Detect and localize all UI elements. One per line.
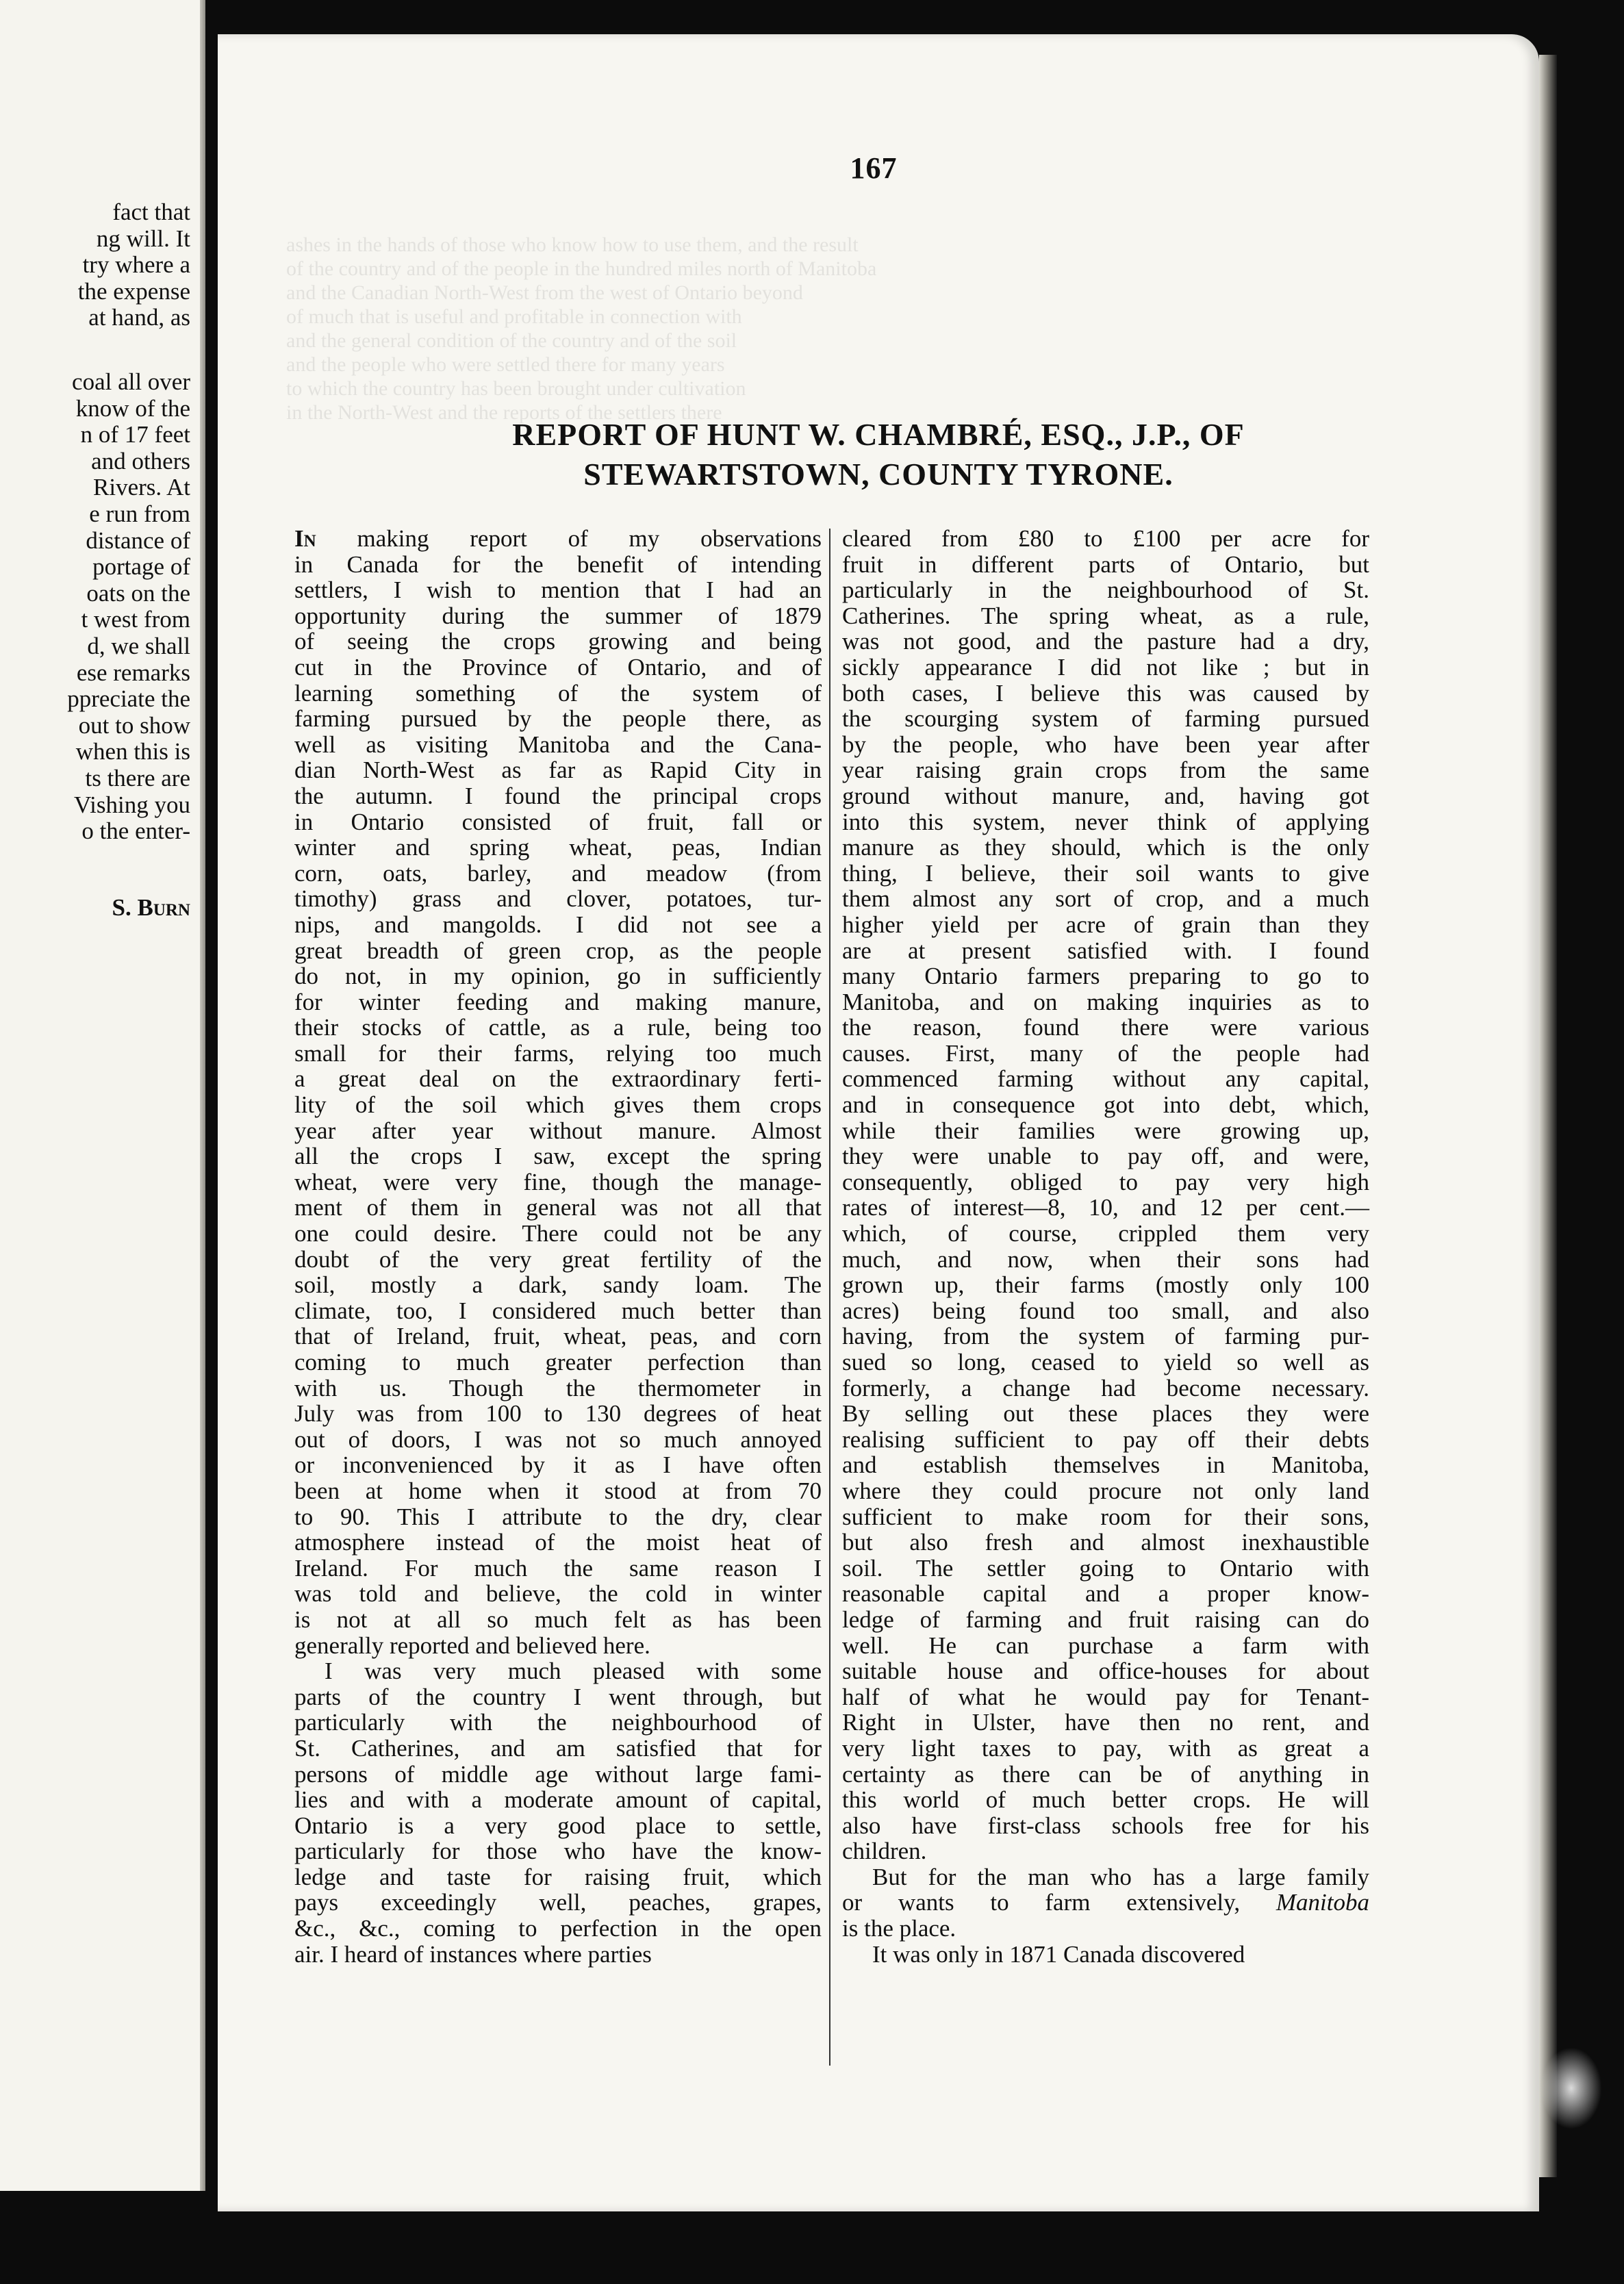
text-line: opportunity during the summer of 1879 — [294, 602, 822, 629]
text-line: lies and with a moderate amount of capital, — [294, 1786, 822, 1814]
text-line: is the place. — [842, 1915, 956, 1942]
text-line: manure as they should, which is the only — [842, 834, 1369, 861]
text-line: certainty as there can be of anything in — [842, 1760, 1369, 1788]
facing-page-line: e run from — [89, 500, 190, 527]
text-line: persons of middle age without large fami- — [294, 1760, 822, 1788]
text-line: settlers, I wish to mention that I had an — [294, 576, 822, 604]
facing-page-line: out to show — [78, 711, 190, 739]
facing-page-line: the expense — [77, 277, 190, 305]
text-line: also have first-class schools free for his — [842, 1812, 1369, 1839]
text-line: half of what he would pay for Tenant- — [842, 1683, 1369, 1710]
text-line: are at present satisfied with. I found — [842, 937, 1369, 964]
text-line: all the crops I saw, except the spring — [294, 1143, 822, 1170]
facing-page-line: S. Burn — [112, 894, 190, 921]
scan-glare — [1540, 2047, 1602, 2129]
text-line: commenced farming without any capital, — [842, 1065, 1369, 1093]
text-line: climate, too, I considered much better than — [294, 1297, 822, 1324]
text-line: sued so long, ceased to yield so well as — [842, 1349, 1369, 1375]
text-line: one could desire. There could not be any — [294, 1220, 822, 1247]
text-line: Ontario is a very good place to settle, — [294, 1812, 822, 1839]
text-line: suitable house and office-houses for about — [842, 1658, 1369, 1685]
page-number: 167 — [850, 151, 898, 185]
page-edge — [1539, 55, 1557, 2177]
text-line: both cases, I believe this was caused by — [842, 679, 1369, 707]
text-line: rates of interest—8, 10, and 12 per cent.— — [842, 1194, 1369, 1221]
text-line: much, and now, when their sons had — [842, 1245, 1369, 1273]
text-line: particularly in the neighbourhood of St. — [842, 576, 1369, 604]
text-line: in Canada for the benefit of intending — [294, 550, 822, 578]
text-line: was not good, and the pasture had a dry, — [842, 628, 1369, 655]
text-line: atmosphere instead of the moist heat of — [294, 1529, 822, 1556]
text-line: with us. Though the thermometer in — [294, 1374, 822, 1401]
facing-page-line: o the enter- — [81, 817, 190, 845]
facing-page-line: Vishing you — [74, 791, 190, 818]
text-line: particularly for those who have the know- — [294, 1838, 822, 1865]
facing-page-line: distance of — [86, 526, 190, 554]
text-line: July was from 100 to 130 degrees of heat — [294, 1400, 822, 1428]
text-line: realising sufficient to pay off their debts — [842, 1425, 1369, 1453]
text-line: do not, in my opinion, go in sufficiently — [294, 963, 822, 990]
text-line: Manitoba, and on making inquiries as to — [842, 988, 1369, 1015]
text-line: soil, mostly a dark, sandy loam. The — [294, 1271, 822, 1299]
text-line: sufficient to make room for their sons, — [842, 1503, 1369, 1530]
text-line: for winter feeding and making manure, — [294, 988, 822, 1015]
text-line: and in consequence got into debt, which, — [842, 1091, 1369, 1119]
facing-page-line: ese remarks — [76, 659, 190, 686]
text-line: higher yield per acre of grain than they — [842, 911, 1369, 938]
text-line: nips, and mangolds. I did not see a — [294, 911, 822, 938]
text-line: air. I heard of instances where parties — [294, 1940, 652, 1968]
text-line: cleared from £80 to £100 per acre for — [842, 525, 1369, 552]
report-title-line-2: STEWARTSTOWN, COUNTY TYRONE. — [583, 457, 1173, 492]
left-column — [294, 526, 822, 1967]
text-line: the scourging system of farming pursued — [842, 705, 1369, 733]
text-line: in Ontario consisted of fruit, fall or — [294, 808, 822, 835]
text-line: into this system, never think of applying — [842, 808, 1369, 835]
text-line: &c., &c., coming to perfection in the open — [294, 1915, 822, 1942]
right-column — [842, 526, 1369, 1967]
facing-page-line: coal all over — [72, 368, 190, 395]
text-line: the autumn. I found the principal crops — [294, 782, 822, 809]
text-line: In making report of my observations — [294, 525, 822, 552]
facing-page-line: know of the — [75, 394, 190, 422]
text-line: been at home when it stood at from 70 — [294, 1477, 822, 1504]
text-line: By selling out these places they were — [842, 1400, 1369, 1428]
text-line: where they could procure not only land — [842, 1477, 1369, 1504]
text-line: dian North-West as far as Rapid City in — [294, 757, 822, 784]
text-line: well. He can purchase a farm with — [842, 1632, 1369, 1659]
text-line: acres) being found too small, and also — [842, 1297, 1369, 1324]
text-line: thing, I believe, their soil wants to give — [842, 859, 1369, 887]
facing-page-line: ng will. It — [96, 225, 190, 252]
text-line: It was only in 1871 Canada discovered — [872, 1940, 1245, 1968]
document-page — [218, 34, 1539, 2211]
text-line: or wants to farm extensively, Manitoba — [842, 1889, 1369, 1916]
text-line: consequently, obliged to pay very high — [842, 1168, 1369, 1195]
facing-page-line: oats on the — [86, 579, 190, 607]
text-line: out of doors, I was not so much annoyed — [294, 1425, 822, 1453]
text-line: or inconvenienced by it as I have often — [294, 1451, 822, 1479]
report-title-line-1: REPORT OF HUNT W. CHAMBRÉ, ESQ., J.P., OF — [512, 417, 1245, 452]
facing-page-line: n of 17 feet — [80, 421, 190, 448]
facing-page-line: when this is — [75, 738, 190, 765]
text-line: generally reported and believed here. — [294, 1632, 650, 1659]
text-line: pays exceedingly well, peaches, grapes, — [294, 1889, 822, 1916]
facing-page-line: portage of — [92, 553, 190, 581]
text-line: the reason, found there were various — [842, 1014, 1369, 1041]
text-line: while their families were growing up, — [842, 1117, 1369, 1144]
text-line: I was very much pleased with some — [325, 1658, 822, 1685]
text-line: by the people, who have been year after — [842, 731, 1369, 758]
text-line: ment of them in general was not all that — [294, 1194, 822, 1221]
text-line: St. Catherines, and am satisfied that for — [294, 1734, 822, 1762]
text-line: was told and believe, the cold in winter — [294, 1580, 822, 1608]
text-line: winter and spring wheat, peas, Indian — [294, 834, 822, 861]
text-line: farming pursued by the people there, as — [294, 705, 822, 733]
facing-page-line: and others — [91, 447, 190, 474]
text-line: fruit in different parts of Ontario, but — [842, 550, 1369, 578]
text-line: great breadth of green crop, as the people — [294, 937, 822, 964]
text-line: is not at all so much felt as has been — [294, 1606, 822, 1633]
text-line: which, of course, crippled them very — [842, 1220, 1369, 1247]
text-line: grown up, their farms (mostly only 100 — [842, 1271, 1369, 1299]
column-rule — [829, 529, 830, 2066]
text-line: But for the man who has a large family — [872, 1863, 1369, 1890]
text-line: doubt of the very great fertility of the — [294, 1245, 822, 1273]
text-line: them almost any sort of crop, and a much — [842, 885, 1369, 913]
text-line: causes. First, many of the people had — [842, 1039, 1369, 1067]
text-line: that of Ireland, fruit, wheat, peas, and corn — [294, 1323, 822, 1350]
text-line: learning something of the system of — [294, 679, 822, 707]
text-line: small for their farms, relying too much — [294, 1039, 822, 1067]
facing-page — [0, 0, 205, 2191]
text-line: a great deal on the extraordinary ferti- — [294, 1065, 822, 1093]
facing-page-line: ts there are — [85, 765, 190, 791]
book-gutter — [200, 0, 205, 2191]
text-line: coming to much greater perfection than — [294, 1349, 822, 1375]
facing-page-line: ppreciate the — [67, 685, 190, 713]
text-line: ledge and taste for raising fruit, which — [294, 1863, 822, 1890]
text-line: timothy) grass and clover, potatoes, tur- — [294, 885, 822, 913]
text-line: their stocks of cattle, as a rule, being too — [294, 1014, 822, 1041]
text-line: ledge of farming and fruit raising can do — [842, 1606, 1369, 1633]
text-line: particularly with the neighbourhood of — [294, 1709, 822, 1736]
text-line: well as visiting Manitoba and the Cana- — [294, 731, 822, 758]
text-line: Right in Ulster, have then no rent, and — [842, 1709, 1369, 1736]
text-line: cut in the Province of Ontario, and of — [294, 653, 822, 681]
report-title — [279, 415, 1477, 494]
facing-page-line: fact that — [112, 199, 190, 225]
text-line: Catherines. The spring wheat, as a rule, — [842, 602, 1369, 629]
facing-page-line: at hand, as — [88, 304, 190, 331]
facing-page-line: d, we shall — [87, 633, 190, 659]
facing-page-line: Rivers. At — [93, 474, 190, 501]
text-line: ground without manure, and, having got — [842, 782, 1369, 809]
text-line: formerly, a change had become necessary. — [842, 1374, 1369, 1401]
text-line: many Ontario farmers preparing to go to — [842, 963, 1369, 990]
text-line: this world of much better crops. He will — [842, 1786, 1369, 1814]
facing-page-line: t west from — [81, 606, 190, 633]
text-line: to 90. This I attribute to the dry, clear — [294, 1503, 822, 1530]
text-line: year after year without manure. Almost — [294, 1117, 822, 1144]
text-line: reasonable capital and a proper know- — [842, 1580, 1369, 1608]
text-line: soil. The settler going to Ontario with — [842, 1554, 1369, 1582]
text-line: lity of the soil which gives them crops — [294, 1091, 822, 1119]
text-line: children. — [842, 1838, 927, 1865]
text-line: parts of the country I went through, but — [294, 1683, 822, 1710]
text-line: very light taxes to pay, with as great a — [842, 1734, 1369, 1762]
text-line: and establish themselves in Manitoba, — [842, 1451, 1369, 1479]
text-line: wheat, were very fine, though the manage- — [294, 1168, 822, 1195]
show-through-text: ashes in the hands of those who know how to use them, and the result of the country and of the people in the hundred miles north of Manitoba and the Canadian North-West from the west of Ontario beyond of much that is useful and profitable in connection with and the general condition of the country and of the soil and the people who were settled there for many years to which the country has been brought under cultivation in the North-West and the reports of the settlers there — [286, 233, 877, 424]
text-line: Ireland. For much the same reason I — [294, 1554, 822, 1582]
text-line: corn, oats, barley, and meadow (from — [294, 859, 822, 887]
facing-page-line: try where a — [82, 251, 190, 279]
text-line: having, from the system of farming pur- — [842, 1323, 1369, 1350]
text-line: year raising grain crops from the same — [842, 757, 1369, 784]
text-line: but also fresh and almost inexhaustible — [842, 1529, 1369, 1556]
text-line: of seeing the crops growing and being — [294, 628, 822, 655]
text-line: they were unable to pay off, and were, — [842, 1143, 1369, 1170]
text-line: sickly appearance I did not like ; but in — [842, 653, 1369, 681]
